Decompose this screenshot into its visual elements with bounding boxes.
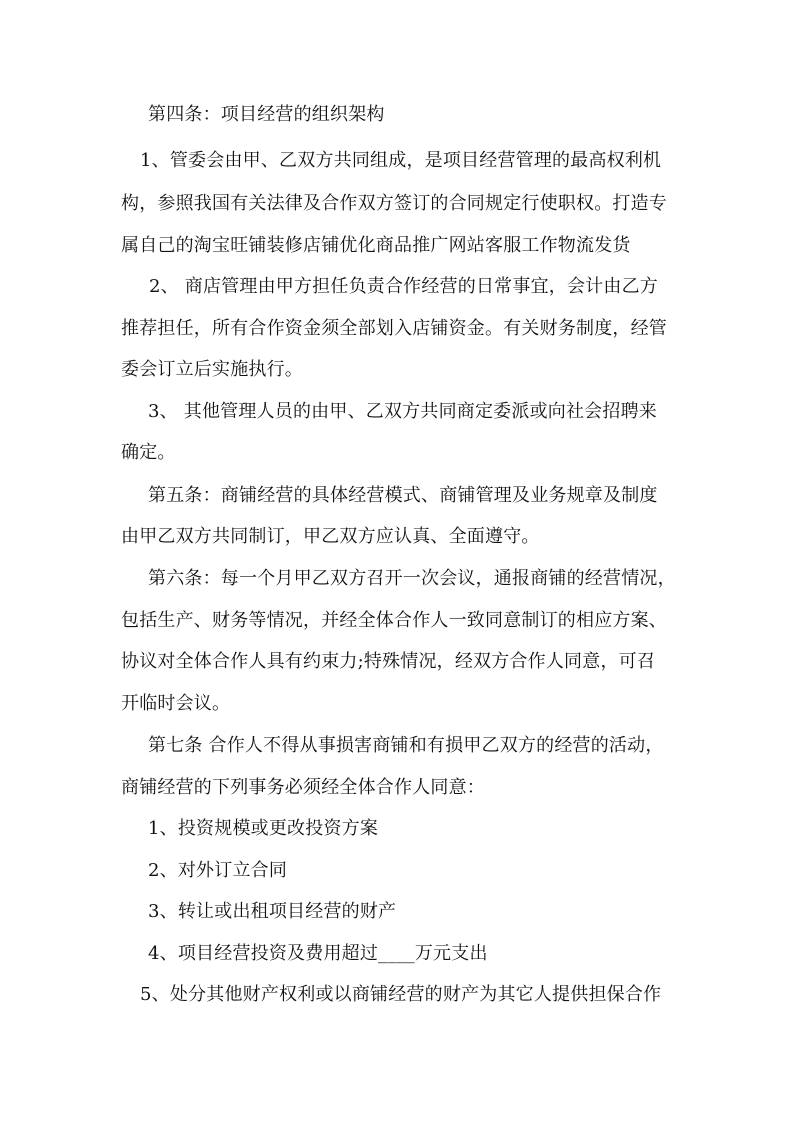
- list-item: 3、转让或出租项目经营的财产: [148, 901, 397, 922]
- paragraph-line: 属自己的淘宝旺铺装修店铺优化商品推广网站客服工作物流发货: [121, 235, 631, 256]
- paragraph-line: 开临时会议。: [121, 693, 231, 714]
- paragraph-line: 委会订立后实施执行。: [121, 359, 303, 380]
- paragraph-line: 商铺经营的下列事务必须经全体合作人同意：: [121, 777, 485, 798]
- list-item: 4、项目经营投资及费用超过____万元支出: [148, 943, 488, 964]
- article-4-heading: 第四条：项目经营的组织架构: [148, 104, 385, 125]
- paragraph-line: 1、管委会由甲、乙双方共同组成，是项目经营管理的最高权利机: [140, 150, 662, 171]
- paragraph-line: 构，参照我国有关法律及合作双方签订的合同规定行使职权。打造专: [121, 193, 667, 214]
- paragraph-line: 2、 商店管理由甲方担任负责合作经营的日常事宜，会计由乙方: [149, 276, 658, 297]
- article-5-line: 第五条：商铺经营的具体经营模式、商铺管理及业务规章及制度: [148, 485, 658, 506]
- paragraph-line: 协议对全体合作人具有约束力;特殊情况，经双方合作人同意，可召: [121, 651, 656, 672]
- paragraph-line: 包括生产、财务等情况，并经全体合作人一致同意制订的相应方案、: [121, 610, 667, 631]
- list-item: 5、处分其他财产权利或以商铺经营的财产为其它人提供担保合作: [140, 984, 662, 1005]
- list-item: 2、对外订立合同: [148, 860, 288, 881]
- paragraph-line: 3、 其他管理人员的由甲、乙双方共同商定委派或向社会招聘来: [148, 401, 657, 422]
- list-item: 1、投资规模或更改投资方案: [148, 818, 379, 839]
- paragraph-line: 推荐担任，所有合作资金须全部划入店铺资金。有关财务制度，经管: [121, 318, 667, 339]
- paragraph-line: 由甲乙双方共同制订，甲乙双方应认真、全面遵守。: [121, 526, 540, 547]
- article-7-line: 第七条 合作人不得从事损害商铺和有损甲乙双方的经营的活动，: [148, 735, 664, 756]
- paragraph-line: 确定。: [121, 442, 176, 463]
- article-6-line: 第六条：每一个月甲乙双方召开一次会议，通报商铺的经营情况，: [148, 568, 676, 589]
